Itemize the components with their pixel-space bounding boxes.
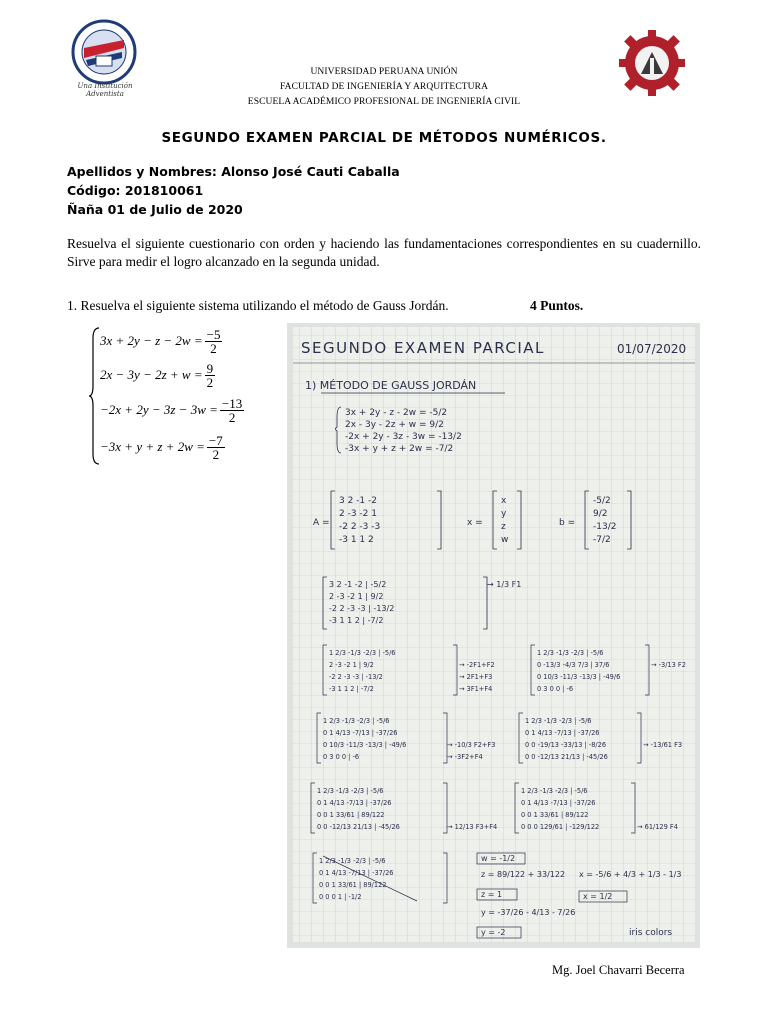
exam-date: Ñaña 01 de Julio de 2020 (67, 202, 243, 217)
hw-m4-row: 0 10/3 -11/3 -13/3 | -49/6 (323, 741, 407, 749)
hw-m6-row: 1 2/3 -1/3 -2/3 | -5/6 (317, 787, 384, 795)
hw-m8-row: 1 2/3 -1/3 -2/3 | -5/6 (319, 857, 386, 865)
hw-m3-row: 0 -13/3 -4/3 7/3 | 37/6 (537, 661, 610, 669)
logo-caption: Una Institución Adventista (77, 82, 133, 98)
hw-m5-row: 0 0 -12/13 21/13 | -45/26 (525, 753, 608, 761)
hw-m2-row: 1 2/3 -1/3 -2/3 | -5/6 (329, 649, 396, 657)
hw-system-eq: 2x - 3y - 2z + w = 9/2 (345, 420, 444, 430)
hw-m8-row: 0 0 1 33/61 | 89/122 (319, 881, 387, 889)
hw-m1-row: 3 2 -1 -2 | -5/2 (329, 580, 387, 589)
hw-m4-op: → -3F2+F4 (447, 753, 483, 761)
hw-b-entry: 9/2 (593, 509, 608, 519)
hw-a-row: -3 1 1 2 (339, 535, 374, 545)
hw-m3-row: 1 2/3 -1/3 -2/3 | -5/6 (537, 649, 604, 657)
hw-b-entry: -13/2 (593, 522, 617, 532)
school-name: ESCUELA ACADÉMICO PROFESIONAL DE INGENIERÍA CIVIL (247, 97, 521, 107)
hw-b-label: b = (559, 518, 576, 528)
hw-solution-w: w = -1/2 (481, 854, 516, 863)
hw-x-entry: y (501, 509, 507, 519)
hw-a-label: A = (313, 518, 330, 528)
hw-m1-row: 2 -3 -2 1 | 9/2 (329, 592, 384, 601)
hw-b-entry: -7/2 (593, 535, 611, 545)
hw-m6-row: 0 0 -12/13 21/13 | -45/26 (317, 823, 400, 831)
hw-m1-row: -2 2 -3 -3 | -13/2 (329, 604, 395, 613)
hw-m7-op: → 61/129 F4 (637, 823, 678, 831)
hw-m2-op: → 3F1+F4 (459, 685, 493, 693)
student-code: Código: 201810061 (67, 183, 204, 198)
hw-m7-row: 0 0 0 129/61 | -129/122 (521, 823, 600, 831)
hw-x-entry: x (501, 496, 507, 506)
hw-solution-z: z = 1 (481, 890, 503, 899)
hw-a-row: 2 -3 -2 1 (339, 509, 377, 519)
exam-title: SEGUNDO EXAMEN PARCIAL DE MÉTODOS NUMÉRICOS. (161, 130, 607, 146)
hw-m3-row: 0 3 0 0 | -6 (537, 685, 574, 693)
hw-m7-row: 1 2/3 -1/3 -2/3 | -5/6 (521, 787, 588, 795)
question-1-text: 1. Resuelva el siguiente sistema utilizando el método de Gauss Jordán. (67, 298, 449, 313)
hw-m8-row: 0 1 4/13 -7/13 | -37/26 (319, 869, 394, 877)
hw-m4-row: 0 1 4/13 -7/13 | -37/26 (323, 729, 398, 737)
equation-2: 2x − 3y − 2z + w = $\frac{9}{2}$ (100, 360, 214, 390)
instructions: Resuelva el siguiente cuestionario con orden y haciendo las fundamentaciones correspondientes en su cuadernillo. Sirve para medir el logro alcanzado en la segunda unidad. (67, 236, 701, 269)
faculty-name: FACULTAD DE INGENIERÍA Y ARQUITECTURA (279, 82, 489, 92)
hw-title: SEGUNDO EXAMEN PARCIAL (301, 339, 545, 357)
hw-x-entry: z (501, 522, 506, 532)
hw-solution-x-calc: x = -5/6 + 4/3 + 1/3 - 1/3 (579, 870, 682, 879)
hw-system-eq: 3x + 2y - z - 2w = -5/2 (345, 408, 448, 418)
hw-m1-op: → 1/3 F1 (487, 580, 522, 589)
hw-solution-y: y = -2 (481, 928, 506, 937)
hw-m7-row: 0 0 1 33/61 | 89/122 (521, 811, 589, 819)
system-brace (88, 326, 100, 466)
hw-m6-op: → 12/13 F3+F4 (447, 823, 498, 831)
hw-m5-row: 0 1 4/13 -7/13 | -37/26 (525, 729, 600, 737)
hw-m3-row: 0 10/3 -11/3 -13/3 | -49/6 (537, 673, 621, 681)
professor-signature: Mg. Joel Chavarri Becerra (552, 963, 685, 977)
hw-m4-op: → -10/3 F2+F3 (447, 741, 496, 749)
equation-1: 3x + 2y − z − 2w = $\frac{-5}{2}$ (100, 326, 221, 356)
hw-m4-row: 1 2/3 -1/3 -2/3 | -5/6 (323, 717, 390, 725)
handwritten-solution-photo (287, 323, 700, 948)
hw-m7-row: 0 1 4/13 -7/13 | -37/26 (521, 799, 596, 807)
hw-b-entry: -5/2 (593, 496, 611, 506)
hw-m2-op: → 2F1+F3 (459, 673, 493, 681)
hw-m4-row: 0 3 0 0 | -6 (323, 753, 360, 761)
notebook-brand: iris colors (629, 928, 673, 938)
hw-solution-y-calc: y = -37/26 - 4/13 - 7/26 (481, 908, 576, 917)
hw-m6-row: 0 1 4/13 -7/13 | -37/26 (317, 799, 392, 807)
hw-m2-row: -2 2 -3 -3 | -13/2 (329, 673, 383, 681)
hw-date: 01/07/2020 (617, 342, 687, 356)
hw-m2-row: -3 1 1 2 | -7/2 (329, 685, 374, 693)
hw-solution-z-calc: z = 89/122 + 33/122 (481, 870, 566, 879)
hw-m8-row: 0 0 0 1 | -1/2 (319, 893, 362, 901)
hw-method: 1) MÉTODO DE GAUSS JORDÁN (305, 379, 477, 392)
hw-a-row: -2 2 -3 -3 (339, 522, 381, 532)
university-name: UNIVERSIDAD PERUANA UNIÓN (310, 67, 458, 77)
hw-x-label: x = (467, 518, 483, 528)
equation-4: −3x + y + z + 2w = $\frac{-7}{2}$ (100, 432, 223, 462)
hw-m2-op: → -2F1+F2 (459, 661, 495, 669)
equation-3: −2x + 2y − 3z − 3w = $\frac{-13}{2}$ (100, 395, 243, 425)
hw-x-entry: w (501, 535, 509, 545)
hw-m6-row: 0 0 1 33/61 | 89/122 (317, 811, 385, 819)
hw-m5-row: 0 0 -19/13 -33/13 | -8/26 (525, 741, 607, 749)
hw-system-eq: -2x + 2y - 3z - 3w = -13/2 (345, 432, 462, 442)
hw-m5-op: → -13/61 F3 (643, 741, 683, 749)
hw-solution-x: x = 1/2 (583, 892, 613, 901)
hw-m2-row: 2 -3 -2 1 | 9/2 (329, 661, 374, 669)
hw-m5-row: 1 2/3 -1/3 -2/3 | -5/6 (525, 717, 592, 725)
hw-m3-op: → -3/13 F2 (651, 661, 686, 669)
question-1-points: 4 Puntos. (530, 298, 584, 313)
hw-system-eq: -3x + y + z + 2w = -7/2 (345, 444, 454, 454)
student-name: Apellidos y Nombres: Alonso José Cauti Caballa (67, 164, 400, 179)
hw-a-row: 3 2 -1 -2 (339, 496, 377, 506)
hw-m1-row: -3 1 1 2 | -7/2 (329, 616, 384, 625)
